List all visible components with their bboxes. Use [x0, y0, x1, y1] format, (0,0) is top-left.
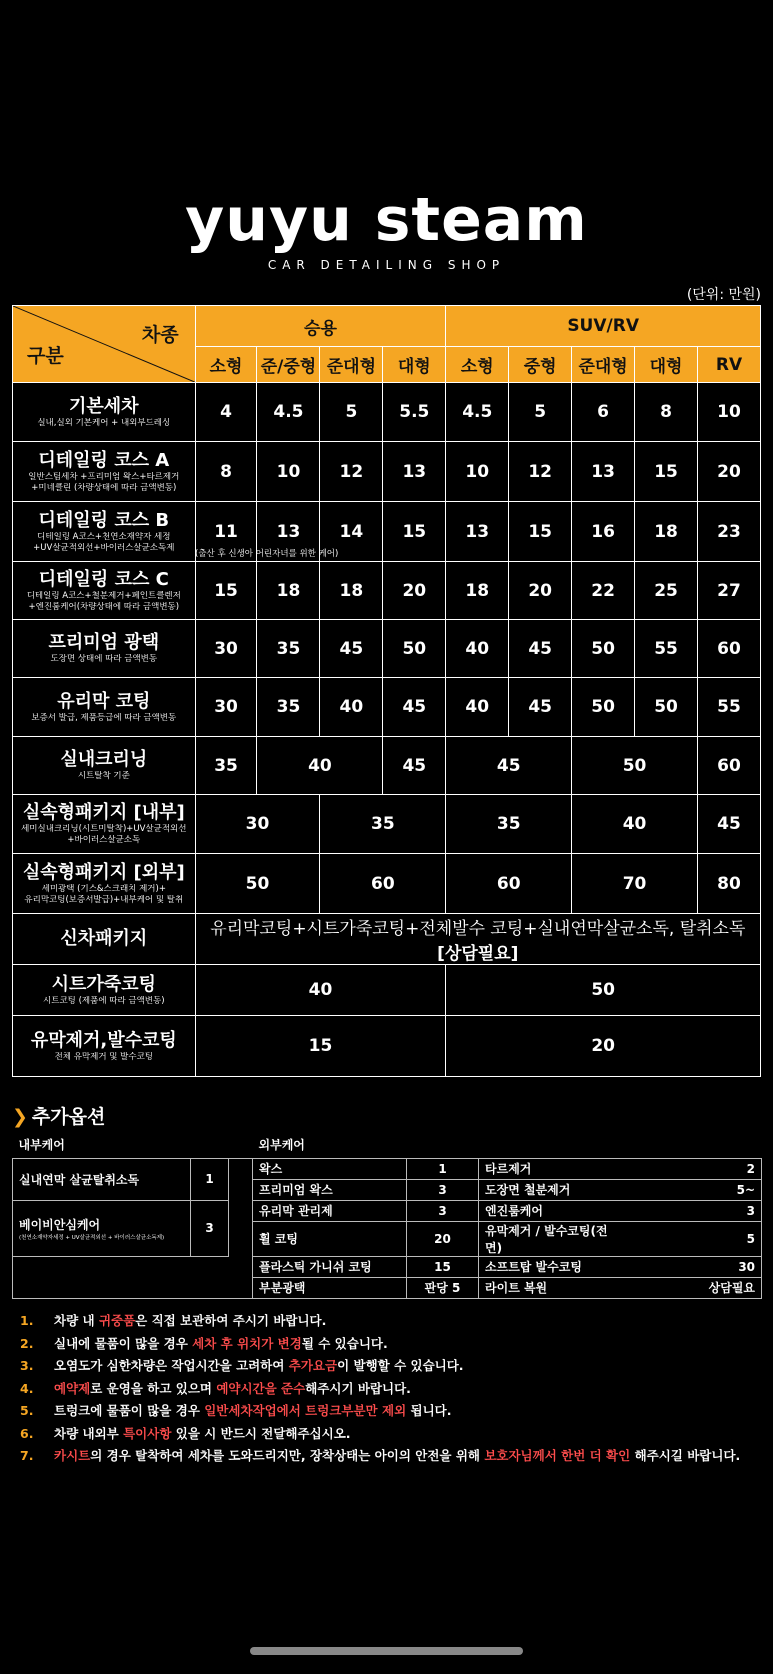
- price-cell: 13: [446, 502, 509, 562]
- interior-header: 내부케어: [13, 1132, 253, 1158]
- service-name: 디테일링 코스 A: [38, 449, 170, 471]
- note-text: 실내에 물품이 많을 경우: [54, 1335, 193, 1351]
- price-cell: 13: [383, 442, 446, 502]
- service-cell: [13, 383, 196, 442]
- note-highlight: 귀중품: [98, 1313, 136, 1328]
- exterior-option-name: 휠 코팅: [253, 1221, 407, 1256]
- service-row: [13, 914, 761, 965]
- service-name: 실내크리닝: [60, 749, 148, 770]
- exterior-option-price: 1: [407, 1158, 479, 1179]
- price-cell: 50: [572, 737, 698, 795]
- price-cell: 40: [257, 737, 383, 795]
- price-cell: 30: [195, 795, 320, 854]
- note-highlight: 세차 후 위치가 변경: [192, 1335, 302, 1351]
- price-cell: 50: [446, 965, 761, 1016]
- service-name: 신차패키지: [60, 928, 148, 949]
- note-text: 해주시기 바랍니다.: [305, 1380, 411, 1396]
- exterior-option-price: 5: [629, 1221, 762, 1256]
- price-cell: 18: [446, 562, 509, 620]
- price-cell: 10: [446, 442, 509, 502]
- price-cell: 60: [446, 854, 572, 914]
- price-cell: 5.5: [383, 383, 446, 442]
- size-header: 준/중형: [257, 347, 320, 383]
- note-text: 이 발행할 수 있습니다.: [337, 1358, 464, 1373]
- exterior-option-price: 2: [629, 1158, 762, 1179]
- price-cell: 40: [446, 620, 509, 678]
- price-cell: 12: [320, 442, 383, 502]
- exterior-option-name: 라이트 복원: [479, 1277, 629, 1298]
- exterior-option-name: 프리미엄 왁스: [253, 1179, 407, 1200]
- price-cell: 10: [257, 442, 320, 502]
- price-cell: 20: [383, 562, 446, 620]
- service-row: [13, 795, 761, 854]
- options-title: ❯ 추가옵션: [12, 1106, 106, 1128]
- exterior-option-name: 유리막 관리제: [253, 1200, 407, 1221]
- exterior-option-price: 5~: [629, 1179, 762, 1200]
- price-cell: 11: [195, 502, 257, 562]
- exterior-option-name: 엔진룸케어: [479, 1200, 629, 1221]
- service-name: 디테일링 코스 C: [38, 568, 169, 590]
- home-indicator[interactable]: [250, 1647, 523, 1655]
- service-name: 시트가죽코팅: [51, 973, 156, 995]
- service-cell: [13, 502, 196, 562]
- exterior-option-name: 부분광택: [253, 1277, 407, 1298]
- service-name: 프리미엄 광택: [48, 632, 160, 653]
- interior-option-sub: (천연소재약자세정 + UV살균적외선 + 바이러스살균소독제): [19, 1234, 165, 1241]
- note-text: 있을 시 반드시 전달해주십시오.: [171, 1425, 351, 1441]
- service-name: 기본세차: [69, 395, 139, 417]
- unit-label: (단위: 만원): [686, 287, 761, 303]
- price-cell: 18: [257, 562, 320, 620]
- size-header: 대형: [383, 347, 446, 383]
- service-name: 유리막 코팅: [57, 690, 151, 712]
- price-cell: 45: [446, 737, 572, 795]
- exterior-option-price: 3: [629, 1200, 762, 1221]
- service-name: 유막제거,발수코팅: [30, 1029, 177, 1051]
- group-header-sedan: 승용: [195, 306, 446, 347]
- service-name: 실속형패키지 [내부]: [22, 802, 185, 823]
- price-cell: 35: [257, 620, 320, 678]
- service-cell: [13, 1016, 196, 1077]
- price-cell: 50: [195, 854, 320, 914]
- price-cell: 8: [635, 383, 698, 442]
- price-cell: 15: [195, 562, 257, 620]
- size-header: 준대형: [572, 347, 635, 383]
- note-text: 의 경우 탈착하여 세차를 도와드리지만, 장착상태는 아이의 안전을 위해: [90, 1448, 485, 1463]
- price-cell: 18: [635, 502, 698, 562]
- note-highlight: 예약제: [54, 1380, 91, 1396]
- price-cell: 40: [446, 678, 509, 737]
- price-cell: 25: [635, 562, 698, 620]
- price-cell: 35: [257, 678, 320, 737]
- note-highlight: 보호자님께서 한번 더 확인: [484, 1448, 631, 1463]
- price-cell: 45: [320, 620, 383, 678]
- price-cell: 60: [697, 737, 760, 795]
- exterior-option-price: 3: [407, 1200, 479, 1221]
- price-cell: 40: [572, 795, 698, 854]
- price-cell: 16: [572, 502, 635, 562]
- note-number: 1.: [20, 1313, 34, 1328]
- price-cell: 50: [635, 678, 698, 737]
- service-note: (출산 후 신생아 어린자녀를 위한 케어): [195, 549, 339, 559]
- service-desc: 세미광택 (기스&스크래치 제거)+: [41, 883, 166, 894]
- price-cell: 23: [697, 502, 760, 562]
- note-text: 해주시길 바랍니다.: [630, 1448, 741, 1463]
- note-text: 됩니다.: [406, 1403, 452, 1418]
- exterior-option-name: 왁스: [253, 1158, 407, 1179]
- exterior-option-price: 15: [407, 1256, 479, 1277]
- price-cell: 13: [572, 442, 635, 502]
- service-name: 디테일링 코스 B: [38, 509, 170, 531]
- price-cell: 20: [509, 562, 572, 620]
- price-cell: 35: [320, 795, 446, 854]
- price-cell: 5: [320, 383, 383, 442]
- note-number: 4.: [20, 1380, 34, 1396]
- price-cell: 10: [697, 383, 760, 442]
- service-cell: [13, 854, 196, 914]
- service-desc: 시트탈착 기준: [77, 771, 130, 781]
- interior-option-name: 베이비안심케어: [19, 1217, 101, 1232]
- service-desc: 세미실내크리닝(시트미탈착)+UV살균적외선: [21, 824, 187, 834]
- service-cell: [13, 678, 196, 737]
- table-corner: [13, 306, 196, 383]
- exterior-option-name: 타르제거: [479, 1158, 629, 1179]
- service-cell: [13, 620, 196, 678]
- options-table: [12, 1132, 762, 1299]
- service-cell: [13, 442, 196, 502]
- price-cell: 35: [195, 737, 257, 795]
- exterior-option-name: 도장면 철분제거: [479, 1179, 629, 1200]
- price-cell: 40: [320, 678, 383, 737]
- price-cell: 55: [697, 678, 760, 737]
- note-item: [12, 1333, 740, 1356]
- note-number: 6.: [20, 1425, 34, 1441]
- note-number: 7.: [20, 1448, 34, 1463]
- size-header: 소형: [446, 347, 509, 383]
- exterior-option-price: 판당 5: [407, 1277, 479, 1298]
- price-cell: 45: [509, 678, 572, 737]
- price-cell: 14: [320, 502, 383, 562]
- brand-subtitle: CAR DETAILING SHOP: [267, 258, 506, 272]
- size-header: 중형: [509, 347, 572, 383]
- price-cell: 15: [195, 1016, 446, 1077]
- service-row: [13, 562, 761, 620]
- price-cell: 50: [572, 620, 635, 678]
- price-cell: 5: [509, 383, 572, 442]
- service-desc: 일반스팀세차 +프리미엄 왁스+타르제거: [28, 471, 180, 482]
- service-row: [13, 737, 761, 795]
- brand-title: yuyu steam: [185, 185, 588, 255]
- group-header-suv: SUV/RV: [446, 306, 761, 347]
- note-text: 될 수 있습니다.: [301, 1335, 388, 1351]
- note-number: 2.: [20, 1335, 34, 1351]
- service-name: 실속형패키지 [외부]: [22, 861, 185, 883]
- interior-option-cell: [13, 1200, 191, 1256]
- note-highlight: 일반세차작업에서 트렁크부분만 제외: [204, 1403, 407, 1418]
- price-cell: 30: [195, 620, 257, 678]
- service-row: [13, 965, 761, 1016]
- price-cell: 80: [697, 854, 760, 914]
- service-desc: 유리막코팅(보증서발급)+내부케어 및 탈취: [24, 894, 184, 905]
- price-cell: 6: [572, 383, 635, 442]
- price-cell: 15: [635, 442, 698, 502]
- price-cell: 40: [195, 965, 446, 1016]
- size-header: RV: [697, 347, 760, 383]
- interior-option-price: 1: [191, 1158, 229, 1200]
- price-cell: 4.5: [257, 383, 320, 442]
- note-text: 은 직접 보관하여 주시기 바랍니다.: [135, 1313, 327, 1328]
- price-cell: 4.5: [446, 383, 509, 442]
- price-cell: 20: [697, 442, 760, 502]
- price-cell: 45: [697, 795, 760, 854]
- interior-option-price: 3: [191, 1200, 229, 1256]
- price-cell: 45: [383, 678, 446, 737]
- note-text: 트렁크에 물품이 많을 경우: [54, 1403, 205, 1418]
- price-cell: 18: [320, 562, 383, 620]
- service-row: [13, 678, 761, 737]
- price-cell: 50: [383, 620, 446, 678]
- note-number: 3.: [20, 1358, 34, 1373]
- package-consult: [상담필요]: [437, 944, 519, 964]
- service-desc: 시트코팅 (제품에 따라 금액변동): [43, 995, 165, 1006]
- service-row: [13, 442, 761, 502]
- interior-option-name: 실내연막 살균탈취소독: [13, 1158, 191, 1200]
- price-cell: 22: [572, 562, 635, 620]
- note-item: [12, 1445, 740, 1468]
- corner-category-label: 구분: [27, 345, 64, 367]
- price-cell: 30: [195, 678, 257, 737]
- note-item: [12, 1423, 740, 1446]
- price-cell: 60: [320, 854, 446, 914]
- service-row: [13, 854, 761, 914]
- price-cell: 8: [195, 442, 257, 502]
- service-row: [13, 620, 761, 678]
- price-cell: 45: [509, 620, 572, 678]
- price-table: [12, 305, 761, 1077]
- service-cell: [13, 562, 196, 620]
- note-highlight: 추가요금: [288, 1358, 338, 1373]
- package-text: 유리막코팅+시트가죽코팅+전체발수 코팅+실내연막살균소독, 탈취소독: [210, 919, 746, 939]
- chevron-right-icon: ❯: [12, 1106, 28, 1128]
- service-desc: +미네클린 (차량상태에 따라 금액변동): [31, 482, 177, 493]
- price-cell: 60: [697, 620, 760, 678]
- note-text: 차량 내: [54, 1313, 99, 1328]
- note-highlight: 예약시간을 준수: [216, 1380, 306, 1396]
- corner-vehicle-label: 차종: [141, 324, 179, 346]
- service-desc: 실내,실외 기본케어 + 내외부드레싱: [37, 417, 171, 428]
- price-cell: 12: [509, 442, 572, 502]
- note-item: [12, 1378, 740, 1401]
- size-header: 대형: [635, 347, 698, 383]
- service-row: [13, 383, 761, 442]
- exterior-option-price: 상담필요: [629, 1277, 762, 1298]
- service-desc: +UV살균적외선+바이러스살균소독제: [33, 542, 175, 553]
- exterior-header: 외부케어: [253, 1132, 762, 1158]
- price-cell: 20: [446, 1016, 761, 1077]
- note-text: 로 운영을 하고 있으며: [90, 1380, 217, 1396]
- exterior-option-price: 3: [407, 1179, 479, 1200]
- price-cell: 55: [635, 620, 698, 678]
- price-cell: 27: [697, 562, 760, 620]
- price-cell: 50: [572, 678, 635, 737]
- service-desc: 디테일링 A코스+천연소재약자 세정: [37, 531, 171, 542]
- price-cell: 15: [383, 502, 446, 562]
- exterior-option-name: 유막제거 / 발수코팅(전면): [479, 1221, 629, 1256]
- price-cell: 70: [572, 854, 698, 914]
- price-cell: 15: [509, 502, 572, 562]
- service-desc: +바이러스살균소독: [67, 835, 141, 845]
- service-row: [13, 502, 761, 562]
- note-item: [12, 1310, 740, 1333]
- price-cell: 4: [195, 383, 257, 442]
- size-header: 소형: [195, 347, 257, 383]
- note-item: [12, 1400, 740, 1423]
- service-desc: 디테일링 A코스+철분제거+페인트클렌저: [26, 590, 181, 601]
- note-item: [12, 1355, 740, 1378]
- exterior-option-price: 30: [629, 1256, 762, 1277]
- size-header: 준대형: [320, 347, 383, 383]
- note-number: 5.: [20, 1403, 34, 1418]
- service-cell: [13, 965, 196, 1016]
- exterior-option-name: 플라스틱 가니쉬 코팅: [253, 1256, 407, 1277]
- price-cell: 35: [446, 795, 572, 854]
- service-desc: 보증서 발급, 제품등급에 따라 금액변동: [31, 712, 177, 723]
- service-desc: 전체 유막제거 및 발수코팅: [54, 1051, 154, 1062]
- service-desc: 도장면 상태에 따라 금액변동: [50, 654, 158, 664]
- service-cell: [13, 737, 196, 795]
- note-highlight: 카시트: [54, 1448, 91, 1463]
- service-cell: [13, 914, 196, 965]
- price-cell: 45: [383, 737, 446, 795]
- service-row: [13, 1016, 761, 1077]
- package-description: [195, 914, 760, 965]
- note-text: 차량 내외부: [54, 1425, 124, 1441]
- price-cell: 13: [257, 502, 320, 562]
- service-desc: +엔진룸케어(차량상태에 따라 금액변동): [28, 601, 180, 612]
- service-cell: [13, 795, 196, 854]
- notes-list: [12, 1310, 740, 1468]
- exterior-option-name: 소프트탑 발수코팅: [479, 1256, 629, 1277]
- exterior-option-price: 20: [407, 1221, 479, 1256]
- note-text: 오염도가 심한차량은 작업시간을 고려하여: [54, 1358, 289, 1373]
- note-highlight: 특이사항: [123, 1425, 172, 1441]
